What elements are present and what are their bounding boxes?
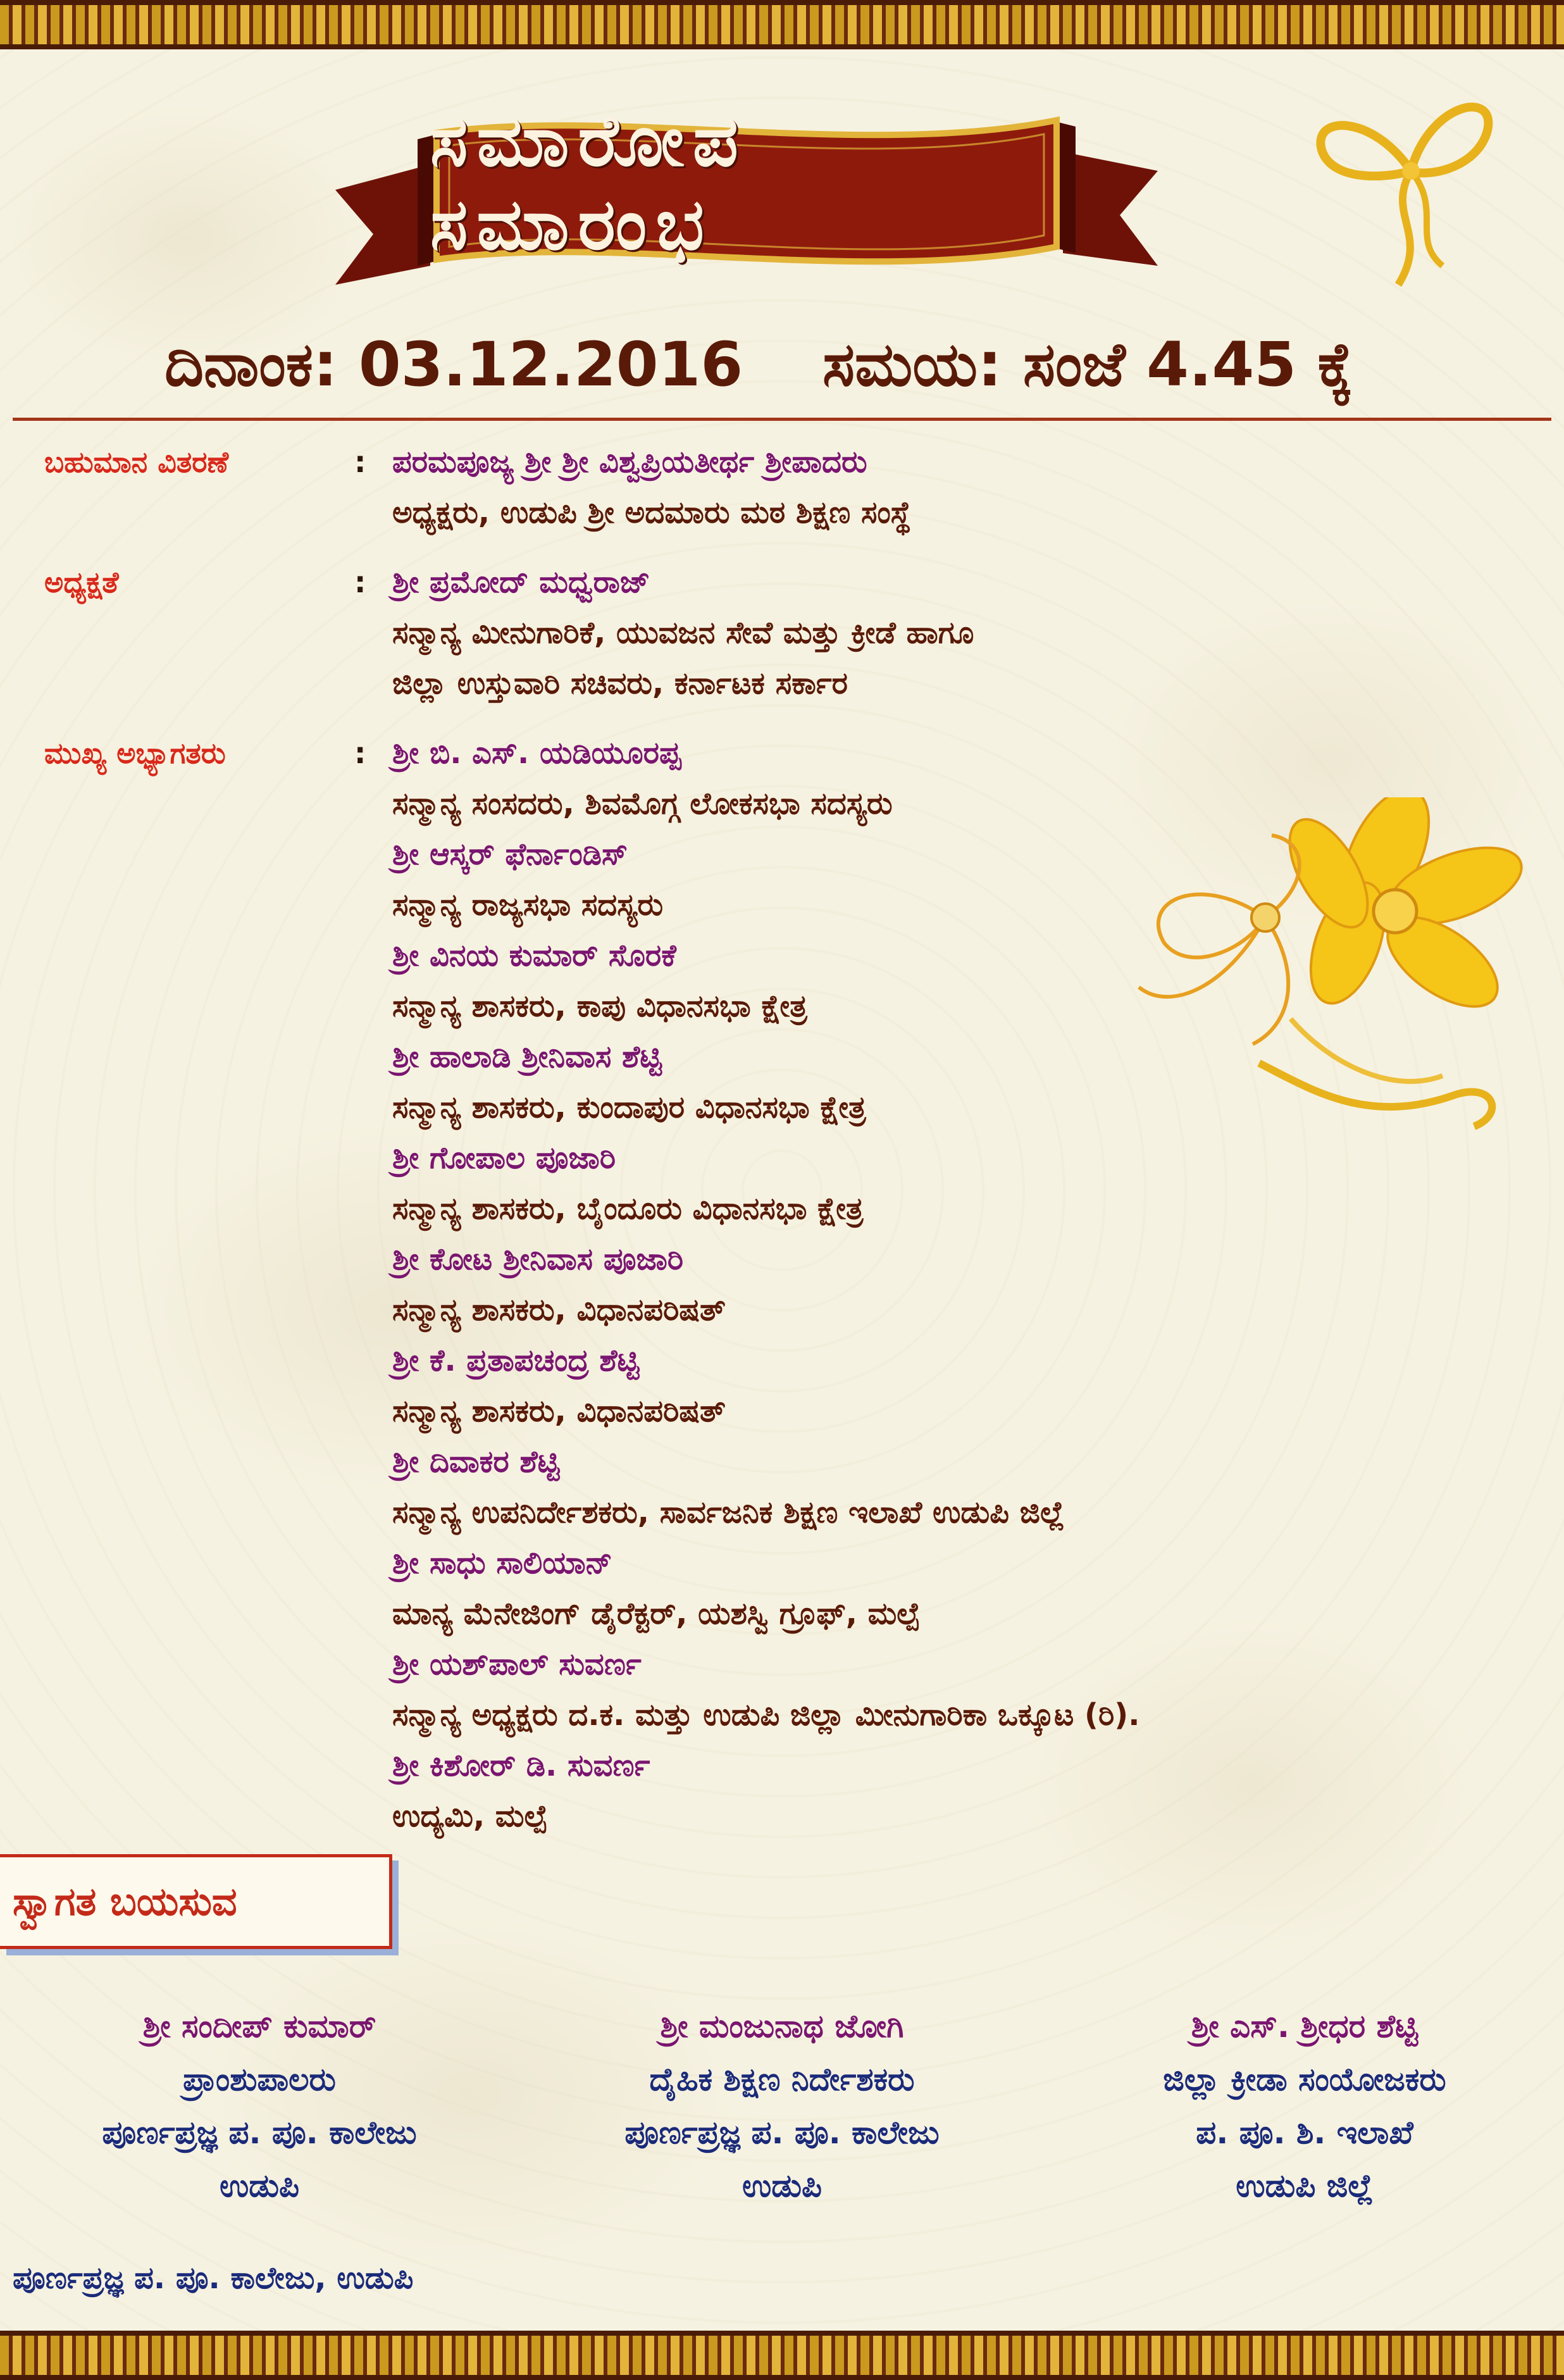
top-border: [0, 0, 1564, 49]
date-time-line: [164, 329, 1493, 418]
guest-name: ಶ್ರೀ ಸಾಧು ಸಾಲಿಯಾನ್: [392, 1545, 612, 1581]
guest-desc: ಸನ್ಮಾನ್ಯ ಶಾಸಕರು, ಕಾಪು ವಿಧಾನಸಭಾ ಕ್ಷೇತ್ರ: [392, 988, 807, 1024]
colon: :: [354, 565, 366, 599]
guest-name: ಶ್ರೀ ಗೋಪಾಲ ಪೂಜಾರಿ: [392, 1140, 616, 1176]
guest-desc: ಸನ್ಮಾನ್ಯ ಶಾಸಕರು, ವಿಧಾನಪರಿಷತ್: [392, 1292, 726, 1328]
host-line: ಉಡುಪಿ: [219, 2167, 300, 2204]
guest-name: ಶ್ರೀ ಕೋಟ ಶ್ರೀನಿವಾಸ ಪೂಜಾರಿ: [392, 1242, 684, 1277]
guest-name: ಶ್ರೀ ವಿನಯ ಕುಮಾರ್ ಸೊರಕೆ: [392, 938, 676, 973]
event-date: ದಿನಾಂಕ: 03.12.2016: [164, 329, 743, 400]
guest-name: ಶ್ರೀ ದಿವಾಕರ ಶೆಟ್ಟಿ: [392, 1444, 560, 1480]
host-name: ಶ್ರೀ ಮಂಜುನಾಥ ಜೋಗಿ: [660, 2008, 904, 2045]
host-card: [0, 2000, 519, 2212]
host-line: ದೈಹಿಕ ಶಿಕ್ಷಣ ನಿರ್ದೇಶಕರು: [649, 2061, 915, 2098]
guest-name: ಶ್ರೀ ಹಾಲಾಡಿ ಶ್ರೀನಿವಾಸ ಶೆಟ್ಟಿ: [392, 1039, 662, 1075]
president-name: ಶ್ರೀ ಪ್ರಮೋದ್ ಮಧ್ವರಾಜ್: [392, 564, 650, 600]
presidency-entries: [392, 557, 1455, 709]
president-desc-2: ಜಿಲ್ಲಾ ಉಸ್ತುವಾರಿ ಸಚಿವರು, ಕರ್ನಾಟಕ ಸರ್ಕಾರ: [392, 666, 848, 701]
bottom-border: [0, 2331, 1564, 2380]
guest-name: ಶ್ರೀ ಕೆ. ಪ್ರತಾಪಚಂದ್ರ ಶೆಟ್ಟಿ: [392, 1343, 640, 1378]
guest-desc: ಸನ್ಮಾನ್ಯ ಶಾಸಕರು, ವಿಧಾನಪರಿಷತ್: [392, 1393, 726, 1429]
guest-desc: ಉದ್ಯಮಿ, ಮಲ್ಪೆ: [392, 1798, 548, 1834]
welcome-heading-box: [0, 1854, 392, 1949]
yellow-flower-icon: [1101, 797, 1531, 1177]
presidency-label: ಅಧ್ಯಕ್ಷತೆ: [44, 565, 119, 599]
guest-name: ಶ್ರೀ ಕಿಶೋರ್ ಡಿ. ಸುವರ್ಣ: [392, 1748, 650, 1783]
host-name: ಶ್ರೀ ಸಂದೀಪ್ ಕುಮಾರ್: [142, 2008, 376, 2045]
host-card: [1045, 2000, 1564, 2212]
guest-desc: ಸನ್ಮಾನ್ಯ ಅಧ್ಯಕ್ಷರು ದ.ಕ. ಮತ್ತು ಉಡುಪಿ ಜಿಲ್ಲಾ ಮೀನುಗಾರಿಕಾ ಒಕ್ಕೂಟ (ರಿ).: [392, 1697, 1140, 1733]
host-line: ಪ. ಪೂ. ಶಿ. ಇಲಾಖೆ: [1196, 2114, 1413, 2151]
gold-bow-icon: [1297, 76, 1525, 304]
guest-desc: ಸನ್ಮಾನ್ಯ ಶಾಸಕರು, ಕುಂದಾಪುರ ವಿಧಾನಸಭಾ ಕ್ಷೇತ್ರ: [392, 1090, 866, 1125]
welcome-hosts: [0, 2000, 1564, 2240]
prize-distribution-entries: [392, 437, 1455, 538]
host-line: ಪೂರ್ಣಪ್ರಜ್ಞ ಪ. ಪೂ. ಕಾಲೇಜು: [624, 2114, 940, 2151]
title-ribbon: [329, 95, 1164, 304]
guest-desc: ಮಾನ್ಯ ಮೆನೇಜಿಂಗ್ ಡೈರೆಕ್ಟರ್, ಯಶಸ್ವಿ ಗ್ರೂಫ್, ಮಲ್ಪೆ: [392, 1596, 921, 1631]
footer-college-name: ಪೂರ್ಣಪ್ರಜ್ಞ ಪ. ಪೂ. ಕಾಲೇಜು, ಉಡುಪಿ: [13, 2260, 414, 2296]
guest-desc: ಸನ್ಮಾನ್ಯ ರಾಜ್ಯಸಭಾ ಸದಸ್ಯರು: [392, 887, 664, 923]
host-line: ಉಡುಪಿ ಜಿಲ್ಲೆ: [1236, 2167, 1374, 2204]
guest-desc: ಸನ್ಮಾನ್ಯ ಉಪನಿರ್ದೇಶಕರು, ಸಾರ್ವಜನಿಕ ಶಿಕ್ಷಣ ಇಲಾಖೆ ಉಡುಪಿ ಜಿಲ್ಲೆ: [392, 1495, 1065, 1530]
guest-desc: ಸನ್ಮಾನ್ಯ ಶಾಸಕರು, ಬೈಂದೂರು ವಿಧಾನಸಭಾ ಕ್ಷೇತ್ರ: [392, 1191, 864, 1226]
colon: :: [354, 736, 366, 770]
host-card: [523, 2000, 1041, 2212]
guest-name: ಶ್ರೀ ಬಿ. ಎಸ್. ಯಡಿಯೂರಪ್ಪ: [392, 735, 681, 771]
page-title: ಸಮಾರೋಪ ಸಮಾರಂಭ: [430, 100, 747, 266]
welcome-heading: ಸ್ವಾಗತ ಬಯಸುವ: [13, 1878, 237, 1924]
host-line: ಜಿಲ್ಲಾ ಕ್ರೀಡಾ ಸಂಯೋಜಕರು: [1163, 2061, 1446, 2098]
header-divider: [13, 418, 1551, 421]
guest-name: ಶ್ರೀ ಯಶ್‌ಪಾಲ್ ಸುವರ್ಣ: [392, 1647, 642, 1682]
prize-distribution-label: ಬಹುಮಾನ ವಿತರಣೆ: [44, 445, 229, 479]
host-line: ಪೂರ್ಣಪ್ರಜ್ಞ ಪ. ಪೂ. ಕಾಲೇಜು: [102, 2114, 417, 2151]
guest-desc: ಸನ್ಮಾನ್ಯ ಸಂಸದರು, ಶಿವಮೊಗ್ಗ ಲೋಕಸಭಾ ಸದಸ್ಯರು: [392, 786, 893, 821]
host-line: ಪ್ರಾಂಶುಪಾಲರು: [183, 2061, 336, 2098]
host-line: ಉಡುಪಿ: [742, 2167, 822, 2204]
host-name: ಶ್ರೀ ಎಸ್. ಶ್ರೀಧರ ಶೆಟ್ಟಿ: [1191, 2008, 1418, 2045]
president-desc-1: ಸನ್ಮಾನ್ಯ ಮೀನುಗಾರಿಕೆ, ಯುವಜನ ಸೇವೆ ಮತ್ತು ಕ್ರೀಡೆ ಹಾಗೂ: [392, 615, 974, 651]
event-time: ಸಮಯ: ಸಂಜೆ 4.45 ಕ್ಕೆ: [822, 329, 1353, 400]
prize-distributor-desc: ಅಧ್ಯಕ್ಷರು, ಉಡುಪಿ ಶ್ರೀ ಅದಮಾರು ಮಠ ಶಿಕ್ಷಣ ಸಂಸ್ಥೆ: [392, 495, 912, 530]
chief-guests-label: ಮುಖ್ಯ ಅಭ್ಯಾಗತರು: [44, 736, 226, 770]
colon: :: [354, 445, 366, 479]
guest-name: ಶ್ರೀ ಆಸ್ಕರ್ ಫೆರ್ನಾಂಡಿಸ್: [392, 837, 628, 872]
prize-distributor-name: ಪರಮಪೂಜ್ಯ ಶ್ರೀ ಶ್ರೀ ವಿಶ್ವಪ್ರಿಯತೀರ್ಥ ಶ್ರೀಪಾದರು: [392, 444, 867, 480]
